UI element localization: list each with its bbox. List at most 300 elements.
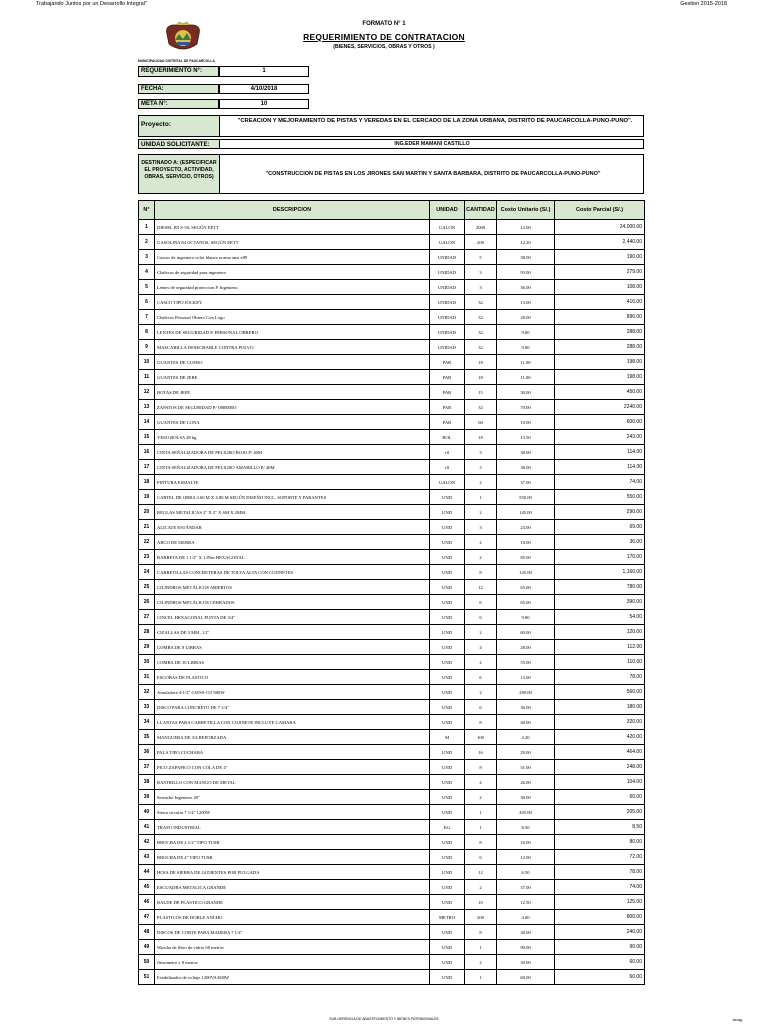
row-unit-cost: 65.00: [497, 580, 555, 595]
row-partial-cost: 110.00: [555, 655, 645, 670]
row-quantity: 2: [465, 475, 497, 490]
row-number: 23: [139, 550, 155, 565]
row-partial-cost: 90.00: [555, 940, 645, 955]
table-row: [139, 280, 645, 295]
row-partial-cost: 279.00: [555, 265, 645, 280]
row-quantity: 32: [465, 295, 497, 310]
fecha-value: 4/10/2018: [219, 84, 309, 94]
row-number: 2: [139, 235, 155, 250]
row-unit: UND: [430, 925, 465, 940]
row-number: 50: [139, 955, 155, 970]
row-number: 11: [139, 370, 155, 385]
row-number: 12: [139, 385, 155, 400]
table-row: [139, 460, 645, 475]
row-number: 31: [139, 670, 155, 685]
row-unit-cost: 11.00: [497, 355, 555, 370]
col-header-unit-cost: Costo Unitario (S/.): [497, 201, 555, 220]
row-unit: UND: [430, 805, 465, 820]
row-quantity: 3: [465, 265, 497, 280]
row-unit: UNIDAD: [430, 250, 465, 265]
row-quantity: 32: [465, 325, 497, 340]
row-unit-cost: 40.00: [497, 715, 555, 730]
row-quantity: 6: [465, 610, 497, 625]
col-header-desc: DESCRIPCION: [155, 201, 430, 220]
table-row: [139, 700, 645, 715]
row-unit: UND: [430, 565, 465, 580]
row-unit: UND: [430, 745, 465, 760]
row-description: DISCOS DE CORTE PARA MADERA 7 1/4": [155, 925, 430, 940]
row-description: REGLAS METALICAS 2" X 2" X 6M X 2MM.: [155, 505, 430, 520]
table-row: [139, 310, 645, 325]
row-unit-cost: 31.00: [497, 760, 555, 775]
row-unit: UND: [430, 595, 465, 610]
row-number: 20: [139, 505, 155, 520]
row-quantity: 6: [465, 700, 497, 715]
row-partial-cost: 2,440.00: [555, 235, 645, 250]
table-row: [139, 835, 645, 850]
row-number: 4: [139, 265, 155, 280]
row-number: 44: [139, 865, 155, 880]
row-unit: UND: [430, 535, 465, 550]
row-description: ESCUADRA METALICA GRANDE: [155, 880, 430, 895]
row-description: ESCOBAS DE PLASTICO: [155, 670, 430, 685]
row-unit-cost: 145.00: [497, 565, 555, 580]
row-description: flexometro x 8 metros: [155, 955, 430, 970]
row-quantity: 2: [465, 505, 497, 520]
table-row: [139, 415, 645, 430]
row-quantity: 2: [465, 790, 497, 805]
row-unit: UND: [430, 670, 465, 685]
unidad-solicitante-value: ING.EDER MAMANI CASTILLO: [394, 141, 470, 147]
table-body: [139, 220, 645, 985]
row-unit: GALON: [430, 235, 465, 250]
table-row: [139, 910, 645, 925]
row-description: ZAPATOS DE SEGURIDAD P/ OBRERO: [155, 400, 430, 415]
row-unit-cost: 9.00: [497, 610, 555, 625]
row-unit-cost: 9.00: [497, 325, 555, 340]
table-header-row: [139, 201, 645, 220]
row-quantity: 3: [465, 520, 497, 535]
table-row: [139, 655, 645, 670]
row-partial-cost: 600.00: [555, 415, 645, 430]
row-partial-cost: 78.00: [555, 865, 645, 880]
row-unit-cost: 30.00: [497, 925, 555, 940]
row-quantity: 5: [465, 250, 497, 265]
fecha-label-cell: [138, 84, 219, 94]
row-unit: METRO: [430, 910, 465, 925]
row-description: BOTAS DE JEFE: [155, 385, 430, 400]
row-quantity: 8: [465, 760, 497, 775]
row-unit-cost: 28.00: [497, 640, 555, 655]
footer-initials: Anag.: [732, 1017, 743, 1022]
row-unit: UNIDAD: [430, 265, 465, 280]
row-description: MANGUERA DE 3/4 REFORZADA: [155, 730, 430, 745]
row-description: BROCHA DE 4" TIPO TUMI: [155, 850, 430, 865]
row-number: 51: [139, 970, 155, 985]
row-description: CASCO TIPO JOCKEY: [155, 295, 430, 310]
table-row: [139, 970, 645, 985]
row-partial-cost: 60.00: [555, 970, 645, 985]
row-number: 45: [139, 880, 155, 895]
row-unit-cost: 205.00: [497, 805, 555, 820]
row-description: PICO ZAPAPICO CON COLA DE 4": [155, 760, 430, 775]
row-unit-cost: 38.00: [497, 250, 555, 265]
row-unit-cost: 145.00: [497, 505, 555, 520]
row-unit: PAR: [430, 415, 465, 430]
table-row: [139, 475, 645, 490]
row-description: MASCARILLA DESECHABLE CONTRA POLVO: [155, 340, 430, 355]
row-unit: UND: [430, 865, 465, 880]
row-unit-cost: 8.50: [497, 820, 555, 835]
row-number: 13: [139, 400, 155, 415]
row-number: 29: [139, 640, 155, 655]
row-number: 33: [139, 700, 155, 715]
table-row: [139, 220, 645, 235]
row-unit: UND: [430, 505, 465, 520]
row-partial-cost: 800.00: [555, 910, 645, 925]
row-partial-cost: 288.00: [555, 340, 645, 355]
row-partial-cost: 416.00: [555, 295, 645, 310]
row-quantity: 2: [465, 955, 497, 970]
fecha-label: FECHA:: [141, 86, 164, 92]
row-unit: UND: [430, 835, 465, 850]
row-quantity: 1: [465, 820, 497, 835]
row-partial-cost: 420.00: [555, 730, 645, 745]
table-row: [139, 775, 645, 790]
row-partial-cost: 180.00: [555, 700, 645, 715]
row-number: 8: [139, 325, 155, 340]
row-quantity: 200: [465, 235, 497, 250]
table-row: [139, 730, 645, 745]
row-description: CIZALLAS DE 3 MM , 12".: [155, 625, 430, 640]
row-description: DIESEL B5 S-50, SEGÚN EETT: [155, 220, 430, 235]
row-unit-cost: 4.20: [497, 730, 555, 745]
row-number: 34: [139, 715, 155, 730]
row-quantity: 18: [465, 355, 497, 370]
row-unit-cost: 6.50: [497, 865, 555, 880]
municipality-name: MUNICIPALIDAD DISTRITAL DE PAUCARCOLLA: [138, 59, 215, 63]
row-quantity: 60: [465, 415, 497, 430]
row-partial-cost: 390.00: [555, 595, 645, 610]
proyecto-label: Proyecto:: [139, 116, 220, 136]
row-unit-cost: 38.00: [497, 445, 555, 460]
header-gestion: Gestion 2015-2018: [680, 1, 727, 7]
formato-number: FORMATO N° 1: [362, 21, 406, 27]
row-unit-cost: 12.00: [497, 220, 555, 235]
row-unit-cost: 12.00: [497, 850, 555, 865]
row-partial-cost: 288.00: [555, 325, 645, 340]
row-number: 30: [139, 655, 155, 670]
row-partial-cost: 24,000.00: [555, 220, 645, 235]
row-partial-cost: 78.00: [555, 670, 645, 685]
row-partial-cost: 1,160.00: [555, 565, 645, 580]
row-quantity: 6: [465, 850, 497, 865]
table-row: [139, 595, 645, 610]
table-row: [139, 445, 645, 460]
row-number: 25: [139, 580, 155, 595]
row-description: YESO BOLSA 28 kg: [155, 430, 430, 445]
row-partial-cost: 550.00: [555, 490, 645, 505]
col-header-unidad: UNIDAD: [430, 201, 465, 220]
row-partial-cost: 290.00: [555, 505, 645, 520]
row-unit-cost: 55.00: [497, 655, 555, 670]
row-unit: UND: [430, 580, 465, 595]
row-unit-cost: 30.00: [497, 385, 555, 400]
row-partial-cost: 112.00: [555, 640, 645, 655]
row-unit: UND: [430, 775, 465, 790]
proyecto-row: [138, 115, 644, 137]
row-number: 18: [139, 475, 155, 490]
row-quantity: 4: [465, 640, 497, 655]
row-number: 47: [139, 910, 155, 925]
table-row: [139, 925, 645, 940]
row-number: 40: [139, 805, 155, 820]
row-quantity: 2: [465, 655, 497, 670]
row-description: Estabilizador de voltaje 1200VA/600W: [155, 970, 430, 985]
table-row: [139, 685, 645, 700]
req-label-cell: [138, 66, 219, 77]
destinado-value: "CONSTRUCCION DE PISTAS EN LOS JIRONES SAN MARTIN Y SANTA BARBARA, DISTRITO DE PAUCARCOLLA-PUNO-PUNO": [265, 171, 601, 177]
row-description: GASOLINA 84 OCTANOS, SEGÚN EETT: [155, 235, 430, 250]
row-number: 26: [139, 595, 155, 610]
row-unit-cost: 38.00: [497, 460, 555, 475]
req-value: 1: [219, 66, 309, 77]
row-partial-cost: 170.00: [555, 550, 645, 565]
row-quantity: 8: [465, 835, 497, 850]
row-description: Chalecos de seguridad para ingeniero: [155, 265, 430, 280]
row-quantity: 10: [465, 895, 497, 910]
row-number: 9: [139, 340, 155, 355]
row-description: CILINDROS METÁLICOS CERRADOS: [155, 595, 430, 610]
row-partial-cost: 205.00: [555, 805, 645, 820]
row-description: PINTURA ESMALTE: [155, 475, 430, 490]
col-header-n: N°: [139, 201, 155, 220]
row-description: PLASTICOS DE DOBLE ANCHO: [155, 910, 430, 925]
table-row: [139, 340, 645, 355]
table-row: [139, 895, 645, 910]
table-row: [139, 430, 645, 445]
row-quantity: 1: [465, 805, 497, 820]
row-unit: UND: [430, 970, 465, 985]
table-row: [139, 235, 645, 250]
row-quantity: 2: [465, 625, 497, 640]
row-partial-cost: 120.00: [555, 625, 645, 640]
row-unit-cost: 28.00: [497, 310, 555, 325]
row-number: 42: [139, 835, 155, 850]
row-description: CINCEL HEXAGONAL PUNTA DE 3/4": [155, 610, 430, 625]
table-row: [139, 400, 645, 415]
row-quantity: 2: [465, 550, 497, 565]
row-quantity: 8: [465, 925, 497, 940]
row-partial-cost: 74.00: [555, 880, 645, 895]
table-row: [139, 505, 645, 520]
footer-department: SUB GERENCIA DE ABASTECIMIENTO Y BIENES PATRIMONIALES: [329, 1017, 439, 1021]
row-unit-cost: 29.00: [497, 745, 555, 760]
row-number: 38: [139, 775, 155, 790]
row-description: RASTRILLO CON MANGO DE METAL: [155, 775, 430, 790]
row-partial-cost: 190.00: [555, 250, 645, 265]
row-unit: UND: [430, 850, 465, 865]
table-row: [139, 805, 645, 820]
row-partial-cost: 243.00: [555, 430, 645, 445]
table-row: [139, 550, 645, 565]
row-quantity: 3: [465, 280, 497, 295]
row-number: 32: [139, 685, 155, 700]
table-row: [139, 520, 645, 535]
row-description: BARRETA DE 1 1/2" X 1.85m HEXAGONAL: [155, 550, 430, 565]
row-unit-cost: 30.00: [497, 700, 555, 715]
row-unit: UND: [430, 655, 465, 670]
row-quantity: 3: [465, 460, 497, 475]
row-unit-cost: 37.00: [497, 475, 555, 490]
row-unit: UNIDAD: [430, 325, 465, 340]
unidad-solicitante-label: UNIDAD SOLICITANTE:: [139, 140, 220, 148]
table-row: [139, 370, 645, 385]
row-partial-cost: 450.00: [555, 385, 645, 400]
row-unit-cost: 280.00: [497, 685, 555, 700]
row-description: COMBA DE 8 LIBRAS: [155, 640, 430, 655]
row-partial-cost: 36.00: [555, 535, 645, 550]
row-partial-cost: 72.00: [555, 850, 645, 865]
row-unit: UNIDAD: [430, 310, 465, 325]
table-row: [139, 355, 645, 370]
row-partial-cost: 896.00: [555, 310, 645, 325]
row-quantity: 1: [465, 940, 497, 955]
row-quantity: 18: [465, 430, 497, 445]
table-row: [139, 670, 645, 685]
row-unit-cost: 36.00: [497, 280, 555, 295]
destinado-label: DESTINADO A: (ESPECIFICAR EL PROYECTO, ACTIVIDAD, OBRAS, SERVICIO, OTROS): [139, 155, 220, 193]
row-partial-cost: 240.00: [555, 925, 645, 940]
row-description: GUANTES DE JEBE: [155, 370, 430, 385]
row-unit-cost: 4.00: [497, 910, 555, 925]
row-unit: UND: [430, 895, 465, 910]
table-row: [139, 325, 645, 340]
row-unit: rll: [430, 445, 465, 460]
row-description: Amoladora 4-1/2" GWS9-115 900W: [155, 685, 430, 700]
row-partial-cost: 198.00: [555, 370, 645, 385]
document-title: REQUERIMIENTO DE CONTRATACION: [303, 32, 465, 42]
row-unit-cost: 37.00: [497, 880, 555, 895]
row-unit: UND: [430, 940, 465, 955]
row-description: BROCHA DE 2 1/2" TIPO TUMI: [155, 835, 430, 850]
row-description: Lentes de seguridad proteccion P. Ingeniero.: [155, 280, 430, 295]
row-quantity: 6: [465, 670, 497, 685]
row-description: BALDE DE PLASTICO GRANDE: [155, 895, 430, 910]
header-slogan: Trabajando Juntos por un Desarrollo Integral": [36, 1, 147, 7]
row-description: TRAPO INDUSTRIAL: [155, 820, 430, 835]
row-description: LLANTAS PARA CARRETILLA CON COJINETE INCLUYE CAMARA: [155, 715, 430, 730]
row-number: 37: [139, 760, 155, 775]
row-quantity: 100: [465, 730, 497, 745]
row-description: GUANTES DE CUERO: [155, 355, 430, 370]
row-unit: PAR: [430, 370, 465, 385]
row-unit-cost: 13.50: [497, 430, 555, 445]
row-unit-cost: 26.00: [497, 775, 555, 790]
row-unit: PAR: [430, 400, 465, 415]
row-partial-cost: 74.00: [555, 475, 645, 490]
table-row: [139, 880, 645, 895]
row-partial-cost: 69.00: [555, 520, 645, 535]
row-unit: UND: [430, 715, 465, 730]
row-unit-cost: 85.00: [497, 550, 555, 565]
row-number: 28: [139, 625, 155, 640]
row-unit: UNIDAD: [430, 340, 465, 355]
row-unit: UND: [430, 790, 465, 805]
destinado-row: [138, 154, 644, 194]
row-number: 27: [139, 610, 155, 625]
row-unit: UND: [430, 640, 465, 655]
row-unit: UND: [430, 700, 465, 715]
table-row: [139, 625, 645, 640]
row-number: 22: [139, 535, 155, 550]
table-row: [139, 715, 645, 730]
row-quantity: 4: [465, 775, 497, 790]
row-description: Wincha de fibro de vidrio 60 metros: [155, 940, 430, 955]
table-row: [139, 535, 645, 550]
row-unit-cost: 11.00: [497, 370, 555, 385]
meta-label: META N°:: [141, 101, 168, 107]
row-unit-cost: 30.00: [497, 790, 555, 805]
row-number: 36: [139, 745, 155, 760]
row-description: LENTES DE SEGURIDAD P. PERSONAL OBRERO.: [155, 325, 430, 340]
table-row: [139, 580, 645, 595]
row-quantity: 6: [465, 595, 497, 610]
table-row: [139, 265, 645, 280]
row-description: CARTEL DE OBRA 3.60 M X 4.80 M SEGÚN DISEÑO INCL: SOPORTE Y PARANTES: [155, 490, 430, 505]
row-unit-cost: 60.00: [497, 970, 555, 985]
row-unit-cost: 9.00: [497, 340, 555, 355]
row-partial-cost: 104.00: [555, 775, 645, 790]
row-unit-cost: 23.00: [497, 520, 555, 535]
row-unit: UND: [430, 550, 465, 565]
row-description: CINTA SEÑALIZADORA DE PELIGRO AMARILLO P/ 40M: [155, 460, 430, 475]
row-unit: rll: [430, 460, 465, 475]
row-partial-cost: 2240.00: [555, 400, 645, 415]
row-unit-cost: 93.00: [497, 265, 555, 280]
row-unit: UNIDAD: [430, 295, 465, 310]
row-unit-cost: 30.00: [497, 955, 555, 970]
row-number: 1: [139, 220, 155, 235]
row-partial-cost: 60.00: [555, 955, 645, 970]
row-unit-cost: 10.00: [497, 835, 555, 850]
row-number: 41: [139, 820, 155, 835]
row-quantity: 1: [465, 970, 497, 985]
row-unit: UND: [430, 520, 465, 535]
unidad-solicitante-row: [138, 139, 644, 149]
row-unit-cost: 12.20: [497, 235, 555, 250]
row-partial-cost: 108.00: [555, 280, 645, 295]
table-row: [139, 865, 645, 880]
row-quantity: 2: [465, 880, 497, 895]
row-unit: GALON: [430, 220, 465, 235]
row-description: Cascos de ingeniero color blanco norma ansi z89: [155, 250, 430, 265]
row-partial-cost: 80.00: [555, 835, 645, 850]
row-unit: UND: [430, 625, 465, 640]
table-row: [139, 850, 645, 865]
row-quantity: 3: [465, 445, 497, 460]
row-unit: UND: [430, 685, 465, 700]
row-unit: UND: [430, 955, 465, 970]
row-number: 48: [139, 925, 155, 940]
row-quantity: 1: [465, 490, 497, 505]
table-row: [139, 790, 645, 805]
row-quantity: 32: [465, 310, 497, 325]
table-row: [139, 940, 645, 955]
row-unit-cost: 13.00: [497, 670, 555, 685]
proyecto-value: "CREACION Y MEJORAMIENTO DE PISTAS Y VEREDAS EN EL CERCADO DE LA ZONA URBANA, DISTRITO DE PAUCARCOLLA-PUNO-PUNO".: [237, 118, 633, 124]
row-partial-cost: 780.00: [555, 580, 645, 595]
